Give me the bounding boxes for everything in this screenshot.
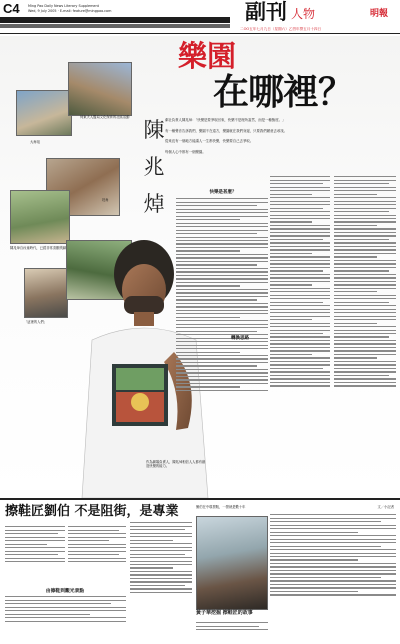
masthead <box>0 0 400 38</box>
name-char: 兆 <box>143 155 165 179</box>
bottom-column-5 <box>196 620 268 640</box>
intro-line: 劇社負責人陳兆焯：「快樂是要爭取回來，快樂不是理所當然，而是一種態度。」 <box>165 118 286 122</box>
section-title: 副刊 <box>245 0 287 24</box>
collage-photo-2 <box>68 62 132 116</box>
page-number: C4 <box>3 1 20 16</box>
caption-1: 何東夫人醫局文化保育的社區活動 <box>80 115 130 119</box>
section-subtitle: 人物 <box>291 7 316 21</box>
subhead-2: 轉換思路 <box>231 336 249 341</box>
masthead-strip <box>0 17 230 23</box>
bottom-byline: 文／小記者 <box>377 505 394 509</box>
caption-2: 大角咀 <box>30 140 40 144</box>
collage-photo-1 <box>16 90 72 136</box>
headline-big: 在哪裡？ <box>213 71 354 113</box>
masthead-rule <box>0 33 400 34</box>
bottom-column-1 <box>5 524 65 582</box>
center-info: Wed, 9 July 2005 · E-mail: feature@mingpao.com <box>28 9 112 13</box>
bottom-column-2 <box>68 524 126 582</box>
brand-logo: 明報 <box>370 9 389 19</box>
bottom-column-3 <box>5 594 126 640</box>
name-char: 焯 <box>143 192 165 216</box>
intro-line: 從來沒有一個地方能讓人一生都快樂，快樂要自己去爭取。 <box>165 139 254 144</box>
bottom-photo <box>196 516 268 610</box>
bottom-photo-caption: 劉伯在中環擦鞋，一擦就是數十年 <box>196 505 246 509</box>
caption-4: 陳兆焯自孩童時代，已經非常喜歡戲劇 <box>10 246 67 250</box>
masthead-strip-2 <box>0 24 230 28</box>
article-column-2 <box>270 174 330 494</box>
caption-3: 旺角 <box>102 198 109 202</box>
left-info: Ming Pao Daily News Literary Supplement <box>28 4 99 8</box>
bottom-headline: 擦鞋匠劉伯 不是阻街，是專業 <box>5 504 179 519</box>
bottom-column-4 <box>130 520 192 640</box>
headline-small: 樂園 <box>178 39 237 73</box>
name-char: 陳 <box>143 118 165 142</box>
intro-line: 每個人心中都有一個樂園。 <box>165 149 206 154</box>
section-divider <box>0 498 400 500</box>
intro-line: 有一種聲音告訴我們，樂園不在遠方，樂園就在我們身邊，只要我們願意去尋找。 <box>165 128 288 133</box>
collage-photo-4 <box>10 190 70 244</box>
article-column-3 <box>334 174 396 494</box>
bottom-column-6 <box>270 512 396 640</box>
page-info <box>28 4 168 15</box>
portrait-caption: 作為劇場負責人，陳兆焯相信人人都有創造快樂的能力。 <box>146 460 206 469</box>
subhead-1: 快樂是甚麼？ <box>209 190 237 195</box>
bottom-photo-caption-2: 黃子華挖掘 擦鞋匠的故事 <box>196 610 253 616</box>
date-line: 二OO五年七月九日（星期六）乙酉年閏五月十四日 <box>240 27 322 31</box>
caption-5: 「這裡的人們」 <box>24 320 48 324</box>
person-name <box>138 112 170 223</box>
bottom-subhead: 由擦鞋到觀光景點 <box>45 589 85 594</box>
collage-photo-5 <box>24 268 68 318</box>
